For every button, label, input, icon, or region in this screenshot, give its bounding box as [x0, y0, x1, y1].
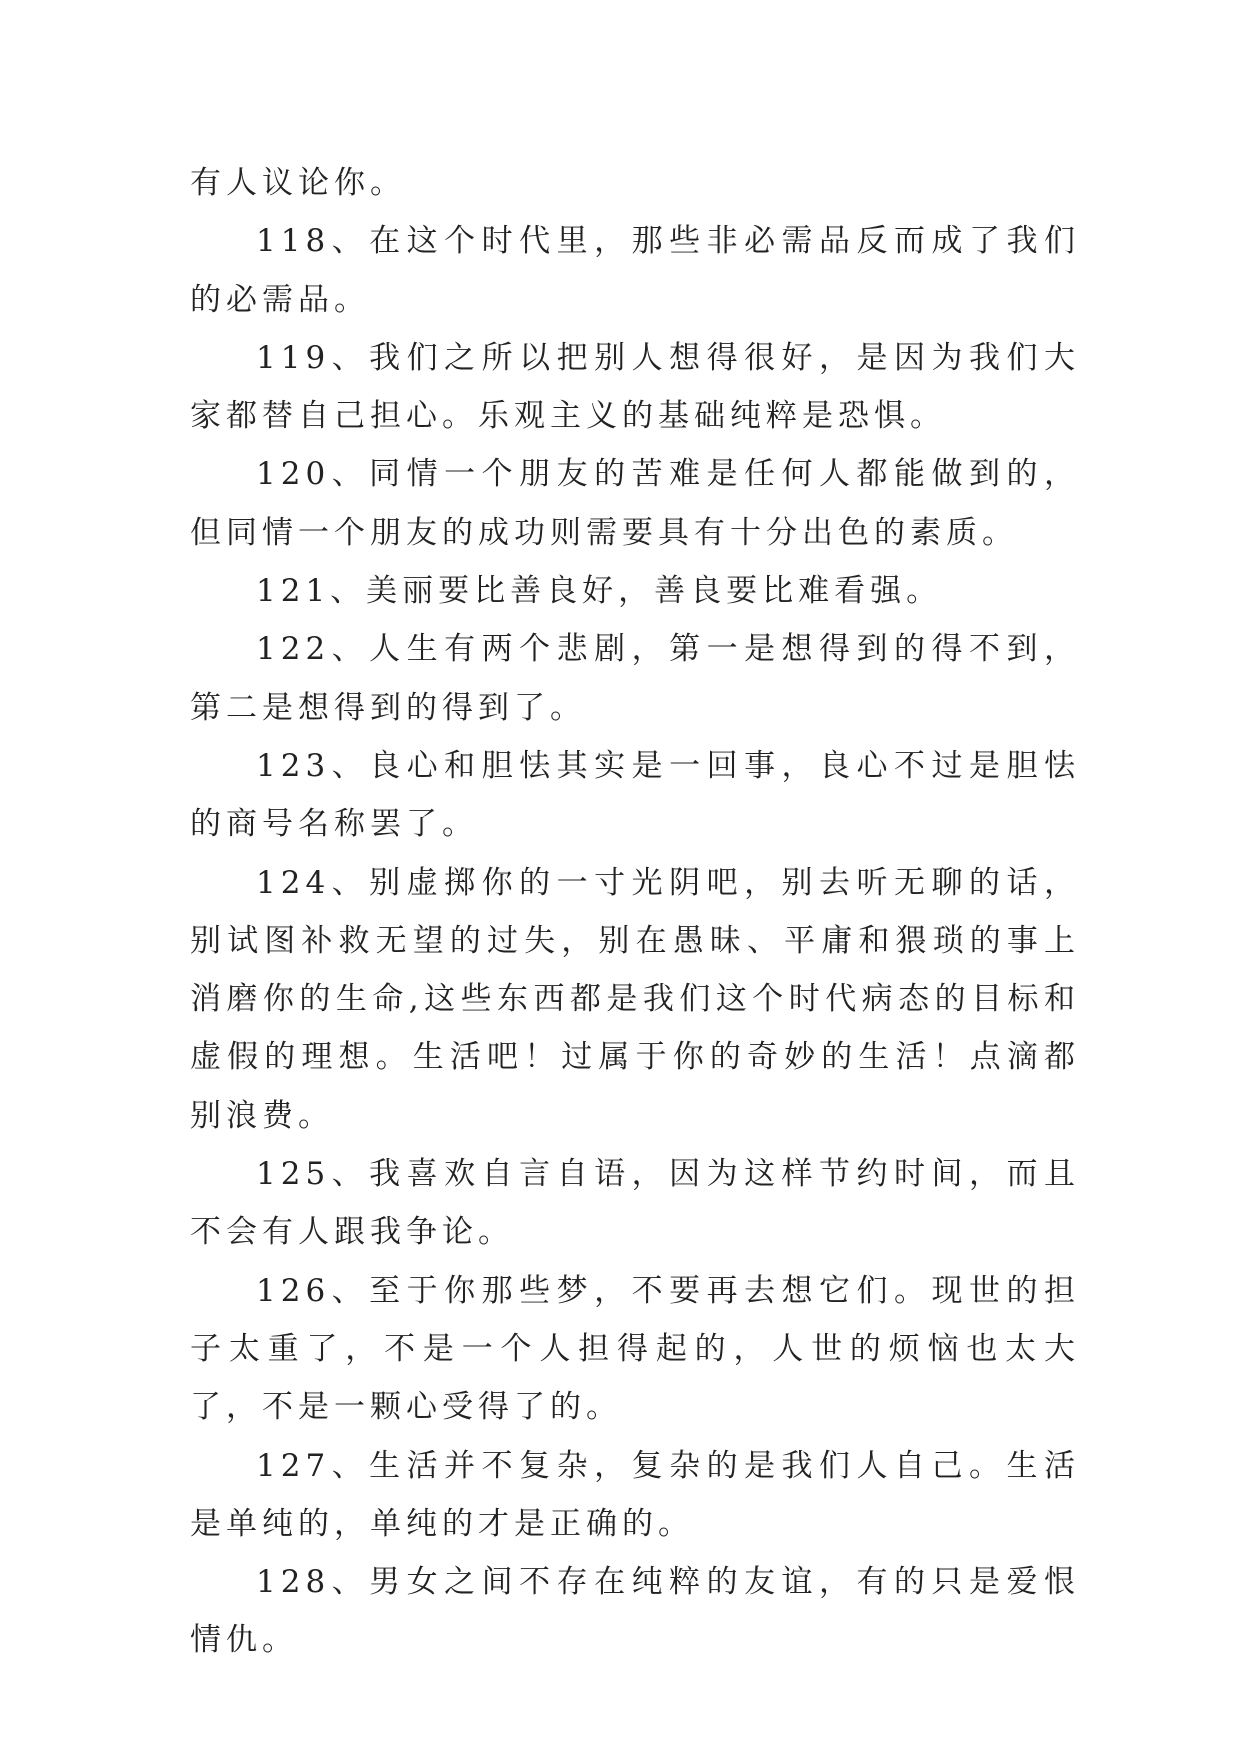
- quote-127: 127、生活并不复杂，复杂的是我们人自己。生活是单纯的，单纯的才是正确的。: [190, 1447, 1080, 1542]
- body-text: [190, 154, 1080, 1670]
- quote-119: 119、我们之所以把别人想得很好，是因为我们大家都替自己担心。乐观主义的基础纯粹是恐惧。: [190, 339, 1080, 435]
- paragraph-continuation: 有人议论你。: [190, 165, 406, 201]
- quote-122: 122、人生有两个悲剧，第一是想得到的得不到，第二是想得到的得到了。: [190, 631, 1080, 726]
- quote-126: 126、至于你那些梦，不要再去想它们。现世的担子太重了，不是一个人担得起的，人世的烦恼也太大了，不是一颗心受得了的。: [190, 1272, 1080, 1426]
- quote-118: 118、在这个时代里，那些非必需品反而成了我们的必需品。: [190, 223, 1080, 318]
- quote-121: 121、美丽要比善良好，善良要比难看强。: [256, 573, 943, 610]
- quote-128: 128、男女之间不存在纯粹的友谊，有的只是爱恨情仇。: [190, 1564, 1080, 1659]
- quote-120: 120、同情一个朋友的苦难是任何人都能做到的，但同情一个朋友的成功则需要具有十分出色的素质。: [190, 456, 1080, 551]
- quote-125: 125、我喜欢自言自语，因为这样节约时间，而且不会有人跟我争论。: [190, 1156, 1080, 1251]
- quote-124: 124、别虚掷你的一寸光阴吧，别去听无聊的话，别试图补救无望的过失，别在愚昧、平庸和猥琐的事上消磨你的生命,这些东西都是我们这个时代病态的目标和虚假的理想。生活吧！过属于你的奇妙的生活！点滴都别浪费。: [190, 864, 1080, 1134]
- quote-123: 123、良心和胆怯其实是一回事，良心不过是胆怯的商号名称罢了。: [190, 747, 1080, 843]
